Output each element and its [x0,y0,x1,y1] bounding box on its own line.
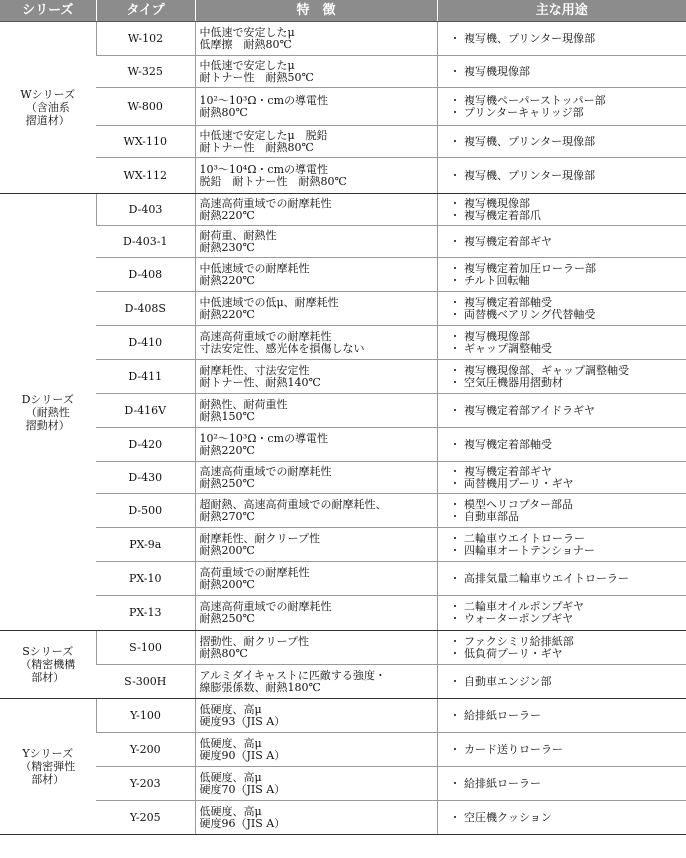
type-cell: W-325 [96,56,195,88]
table-row [0,88,686,126]
feature-line: 耐熱250℃ [199,612,255,625]
use-item: ・ ギャップ調整軸受 [449,341,552,355]
use-item: ・ 二輪車オイルポンプギヤ [449,600,585,613]
type-cell: D-403 [96,194,195,226]
table-row [0,194,686,226]
uses-cell [437,631,686,665]
type-cell: S-300H [96,665,195,699]
series-label: 部材） [31,773,65,786]
header-uses: 主な用途 [437,0,686,22]
feature-line: 耐熱150℃ [199,409,255,423]
table-row [0,126,686,158]
uses-cell [437,699,686,733]
feature-cell [195,428,437,462]
series-label: Dシリーズ [21,392,74,406]
uses-cell [437,360,686,394]
use-item: ・ カード送りローラー [449,742,563,756]
feature-cell [195,528,437,562]
table-row [0,562,686,596]
use-item: ・ 両替機ベアリング代替軸受 [449,307,596,321]
uses-cell [437,494,686,528]
uses-cell [437,428,686,462]
use-item: ・ 高排気量二輪車ウエイトローラー [449,571,629,585]
feature-line: 耐熱80℃ [199,105,248,119]
use-item: ・ ファクシミリ給排紙部 [449,634,574,648]
uses-cell [437,665,686,699]
series-cell [0,22,96,194]
type-cell: W-800 [96,88,195,126]
table-row [0,801,686,835]
use-item: ・ 複写機現像部 [449,64,530,78]
feature-line: 脱鉛 耐トナー性 耐熱80℃ [199,174,347,188]
table-row [0,258,686,292]
type-cell: D-430 [96,462,195,494]
feature-cell [195,88,437,126]
use-item: ・ 複写機定着部軸受 [449,437,552,451]
table-row [0,326,686,360]
use-item: ・ 複写機、プリンター現像部 [449,168,596,182]
table-row [0,56,686,88]
feature-cell [195,596,437,631]
series-label: 摺動材） [25,418,70,432]
series-label: （精密弾性 [20,760,76,773]
uses-cell [437,292,686,326]
feature-line: 耐摩耗性、耐クリープ性 [199,531,320,545]
feature-cell [195,462,437,494]
type-cell: W-102 [96,22,195,56]
uses-cell [437,596,686,631]
series-label: Wシリーズ [20,88,76,101]
uses-cell [437,194,686,226]
table-row [0,394,686,428]
feature-line: 中低速で安定したμ 脱鉛 [199,128,328,142]
feature-line: 低硬度、高μ [199,804,262,818]
use-item: ・ 給排紙ローラー [449,776,541,790]
feature-cell [195,733,437,767]
header-series: シリーズ [0,0,96,22]
type-cell: PX-13 [96,596,195,631]
table-row [0,462,686,494]
table-row [0,292,686,326]
series-label: （含油系 [25,101,70,114]
feature-line: 中低速で安定したμ [199,25,295,39]
type-cell: WX-110 [96,126,195,158]
feature-line: 低摩擦 耐熱80℃ [199,37,292,51]
uses-cell [437,88,686,126]
use-item: ・ 自動車部品 [449,509,519,523]
feature-line: 耐荷重、耐熱性 [199,228,277,242]
type-cell: Y-205 [96,801,195,835]
type-cell: D-500 [96,494,195,528]
feature-cell [195,494,437,528]
type-cell: D-408 [96,258,195,292]
feature-line: 10²～10³Ω・cmの導電性 [199,431,329,445]
use-item: ・ プリンターキャリッジ部 [449,105,584,119]
header-feature: 特 徴 [195,0,437,22]
feature-line: 耐熱230℃ [199,240,255,254]
uses-cell [437,258,686,292]
feature-line: 寸法安定性、感光体を損傷しない [199,341,365,355]
use-item: ・ 複写機現像部、ギャップ調整軸受 [449,363,629,377]
feature-line: 硬度93（JIS A） [199,714,286,728]
type-cell: D-408S [96,292,195,326]
table-row [0,22,686,56]
use-item: ・ 複写機定着部爪 [449,208,541,222]
feature-line: 中低速域での低μ、耐摩耗性 [199,295,339,309]
use-item: ・ 複写機定着加圧ローラー部 [449,261,596,275]
feature-cell [195,56,437,88]
table-row [0,596,686,631]
use-item: ・ 自動車エンジン部 [449,674,552,688]
type-cell: D-403-1 [96,226,195,258]
table-row [0,158,686,194]
feature-line: 線膨張係数、耐熱180℃ [199,680,321,694]
feature-cell [195,326,437,360]
feature-cell [195,394,437,428]
uses-cell [437,528,686,562]
feature-line: 高速高荷重域での耐摩耗性 [199,196,332,210]
type-cell: D-410 [96,326,195,360]
feature-line: 摺動性、耐クリープ性 [199,634,309,648]
feature-line: 高速高荷重域での耐摩耗性 [199,600,332,613]
use-item: ・ 複写機定着部ギヤ [449,464,552,478]
feature-line: 10²～10³Ω・cmの導電性 [199,93,329,107]
series-label: 部材） [31,671,65,684]
series-label: （精密機構 [20,658,76,671]
type-cell: S-100 [96,631,195,665]
series-cell [0,699,96,835]
header-type: タイプ [96,0,195,22]
type-cell: D-411 [96,360,195,394]
use-item: ・ 複写機定着部アイドラギヤ [449,403,596,417]
feature-line: 中低速で安定したμ [199,58,295,72]
use-item: ・ 複写機現像部 [449,196,530,210]
type-cell: Y-203 [96,767,195,801]
series-label: （耐熱性 [25,405,70,419]
table-row [0,699,686,733]
uses-cell [437,326,686,360]
feature-line: 耐トナー性、耐熱140℃ [199,375,321,389]
feature-line: 耐熱220℃ [199,273,255,287]
feature-line: 耐熱270℃ [199,509,255,523]
uses-cell [437,733,686,767]
uses-cell [437,158,686,194]
feature-cell [195,226,437,258]
feature-line: 高速高荷重域での耐摩耗性 [199,329,332,343]
table-row [0,631,686,665]
feature-line: 耐トナー性 耐熱80℃ [199,140,314,154]
use-item: ・ 空圧機クッション [449,810,552,824]
feature-cell [195,194,437,226]
feature-line: アルミダイキャストに匹敵する強度・ [199,668,386,682]
type-cell: D-416V [96,394,195,428]
feature-line: 低硬度、高μ [199,736,262,750]
uses-cell [437,22,686,56]
feature-line: 耐熱220℃ [199,208,255,222]
use-item: ・ 両替機用プーリ・ギヤ [449,476,574,490]
feature-line: 硬度90（JIS A） [199,748,286,762]
feature-cell [195,126,437,158]
series-label: Yシリーズ [22,747,74,760]
feature-cell [195,158,437,194]
uses-cell [437,394,686,428]
use-item: ・ 模型ヘリコプター部品 [449,497,574,511]
feature-cell [195,22,437,56]
use-item: ・ 複写機、プリンター現像部 [449,31,596,45]
use-item: ・ チルト回転軸 [449,273,530,287]
series-label: 摺道材） [25,114,70,127]
use-item: ・ 二輪車ウエイトローラー [449,531,585,545]
series-label: Sシリーズ [22,645,74,658]
table-row [0,665,686,699]
feature-line: 低硬度、高μ [199,770,262,784]
uses-cell [437,226,686,258]
feature-cell [195,801,437,835]
use-item: ・ 複写機現像部 [449,329,530,343]
uses-cell [437,462,686,494]
type-cell: D-420 [96,428,195,462]
table-row [0,428,686,462]
feature-line: 低硬度、高μ [199,702,262,716]
feature-line: 耐熱200℃ [199,577,255,591]
feature-line: 中低速域での耐摩耗性 [199,261,310,275]
uses-cell [437,801,686,835]
series-cell [0,194,96,631]
uses-cell [437,126,686,158]
table-body [0,22,686,835]
uses-cell [437,562,686,596]
table-row [0,733,686,767]
feature-cell [195,699,437,733]
feature-cell [195,665,437,699]
feature-line: 耐熱性、耐荷重性 [199,397,288,411]
use-item: ・ 低負荷プーリ・ギヤ [449,646,563,660]
feature-line: 10³～10⁴Ω・cmの導電性 [199,162,329,176]
feature-cell [195,360,437,394]
use-item: ・ 空気圧機器用摺動材 [449,375,563,389]
type-cell: Y-200 [96,733,195,767]
use-item: ・ 複写機定着部軸受 [449,295,552,309]
table-row [0,767,686,801]
table-header-row [0,0,686,22]
feature-line: 耐トナー性 耐熱50℃ [199,70,314,84]
table-row [0,494,686,528]
feature-line: 耐熱80℃ [199,646,248,660]
feature-line: 高速高荷重域での耐摩耗性 [199,464,332,478]
uses-cell [437,767,686,801]
feature-cell [195,767,437,801]
type-cell: Y-100 [96,699,195,733]
feature-line: 高荷重域での耐摩耗性 [199,565,310,579]
feature-line: 耐摩耗性、寸法安定性 [199,363,310,377]
use-item: ・ ウォーターポンプギヤ [449,612,574,625]
feature-line: 硬度96（JIS A） [199,816,286,830]
feature-line: 超耐熱、高速高荷重域での耐摩耗性、 [199,497,387,511]
use-item: ・ 給排紙ローラー [449,708,541,722]
feature-line: 耐熱200℃ [199,543,255,557]
feature-cell [195,258,437,292]
use-item: ・ 複写機定着部ギヤ [449,234,552,248]
use-item: ・ 四輪車オートテンショナー [449,543,595,557]
type-cell: PX-9a [96,528,195,562]
feature-cell [195,562,437,596]
feature-line: 耐熱220℃ [199,307,255,321]
type-cell: PX-10 [96,562,195,596]
table-row [0,360,686,394]
feature-line: 耐熱220℃ [199,443,255,457]
use-item: ・ 複写機、プリンター現像部 [449,134,596,148]
feature-line: 耐熱250℃ [199,476,255,490]
table-row [0,528,686,562]
table-row [0,226,686,258]
uses-cell [437,56,686,88]
use-item: ・ 複写機ペーパーストッパー部 [449,93,606,107]
feature-cell [195,292,437,326]
feature-line: 硬度70（JIS A） [199,782,286,796]
series-cell [0,631,96,699]
type-cell: WX-112 [96,158,195,194]
feature-cell [195,631,437,665]
